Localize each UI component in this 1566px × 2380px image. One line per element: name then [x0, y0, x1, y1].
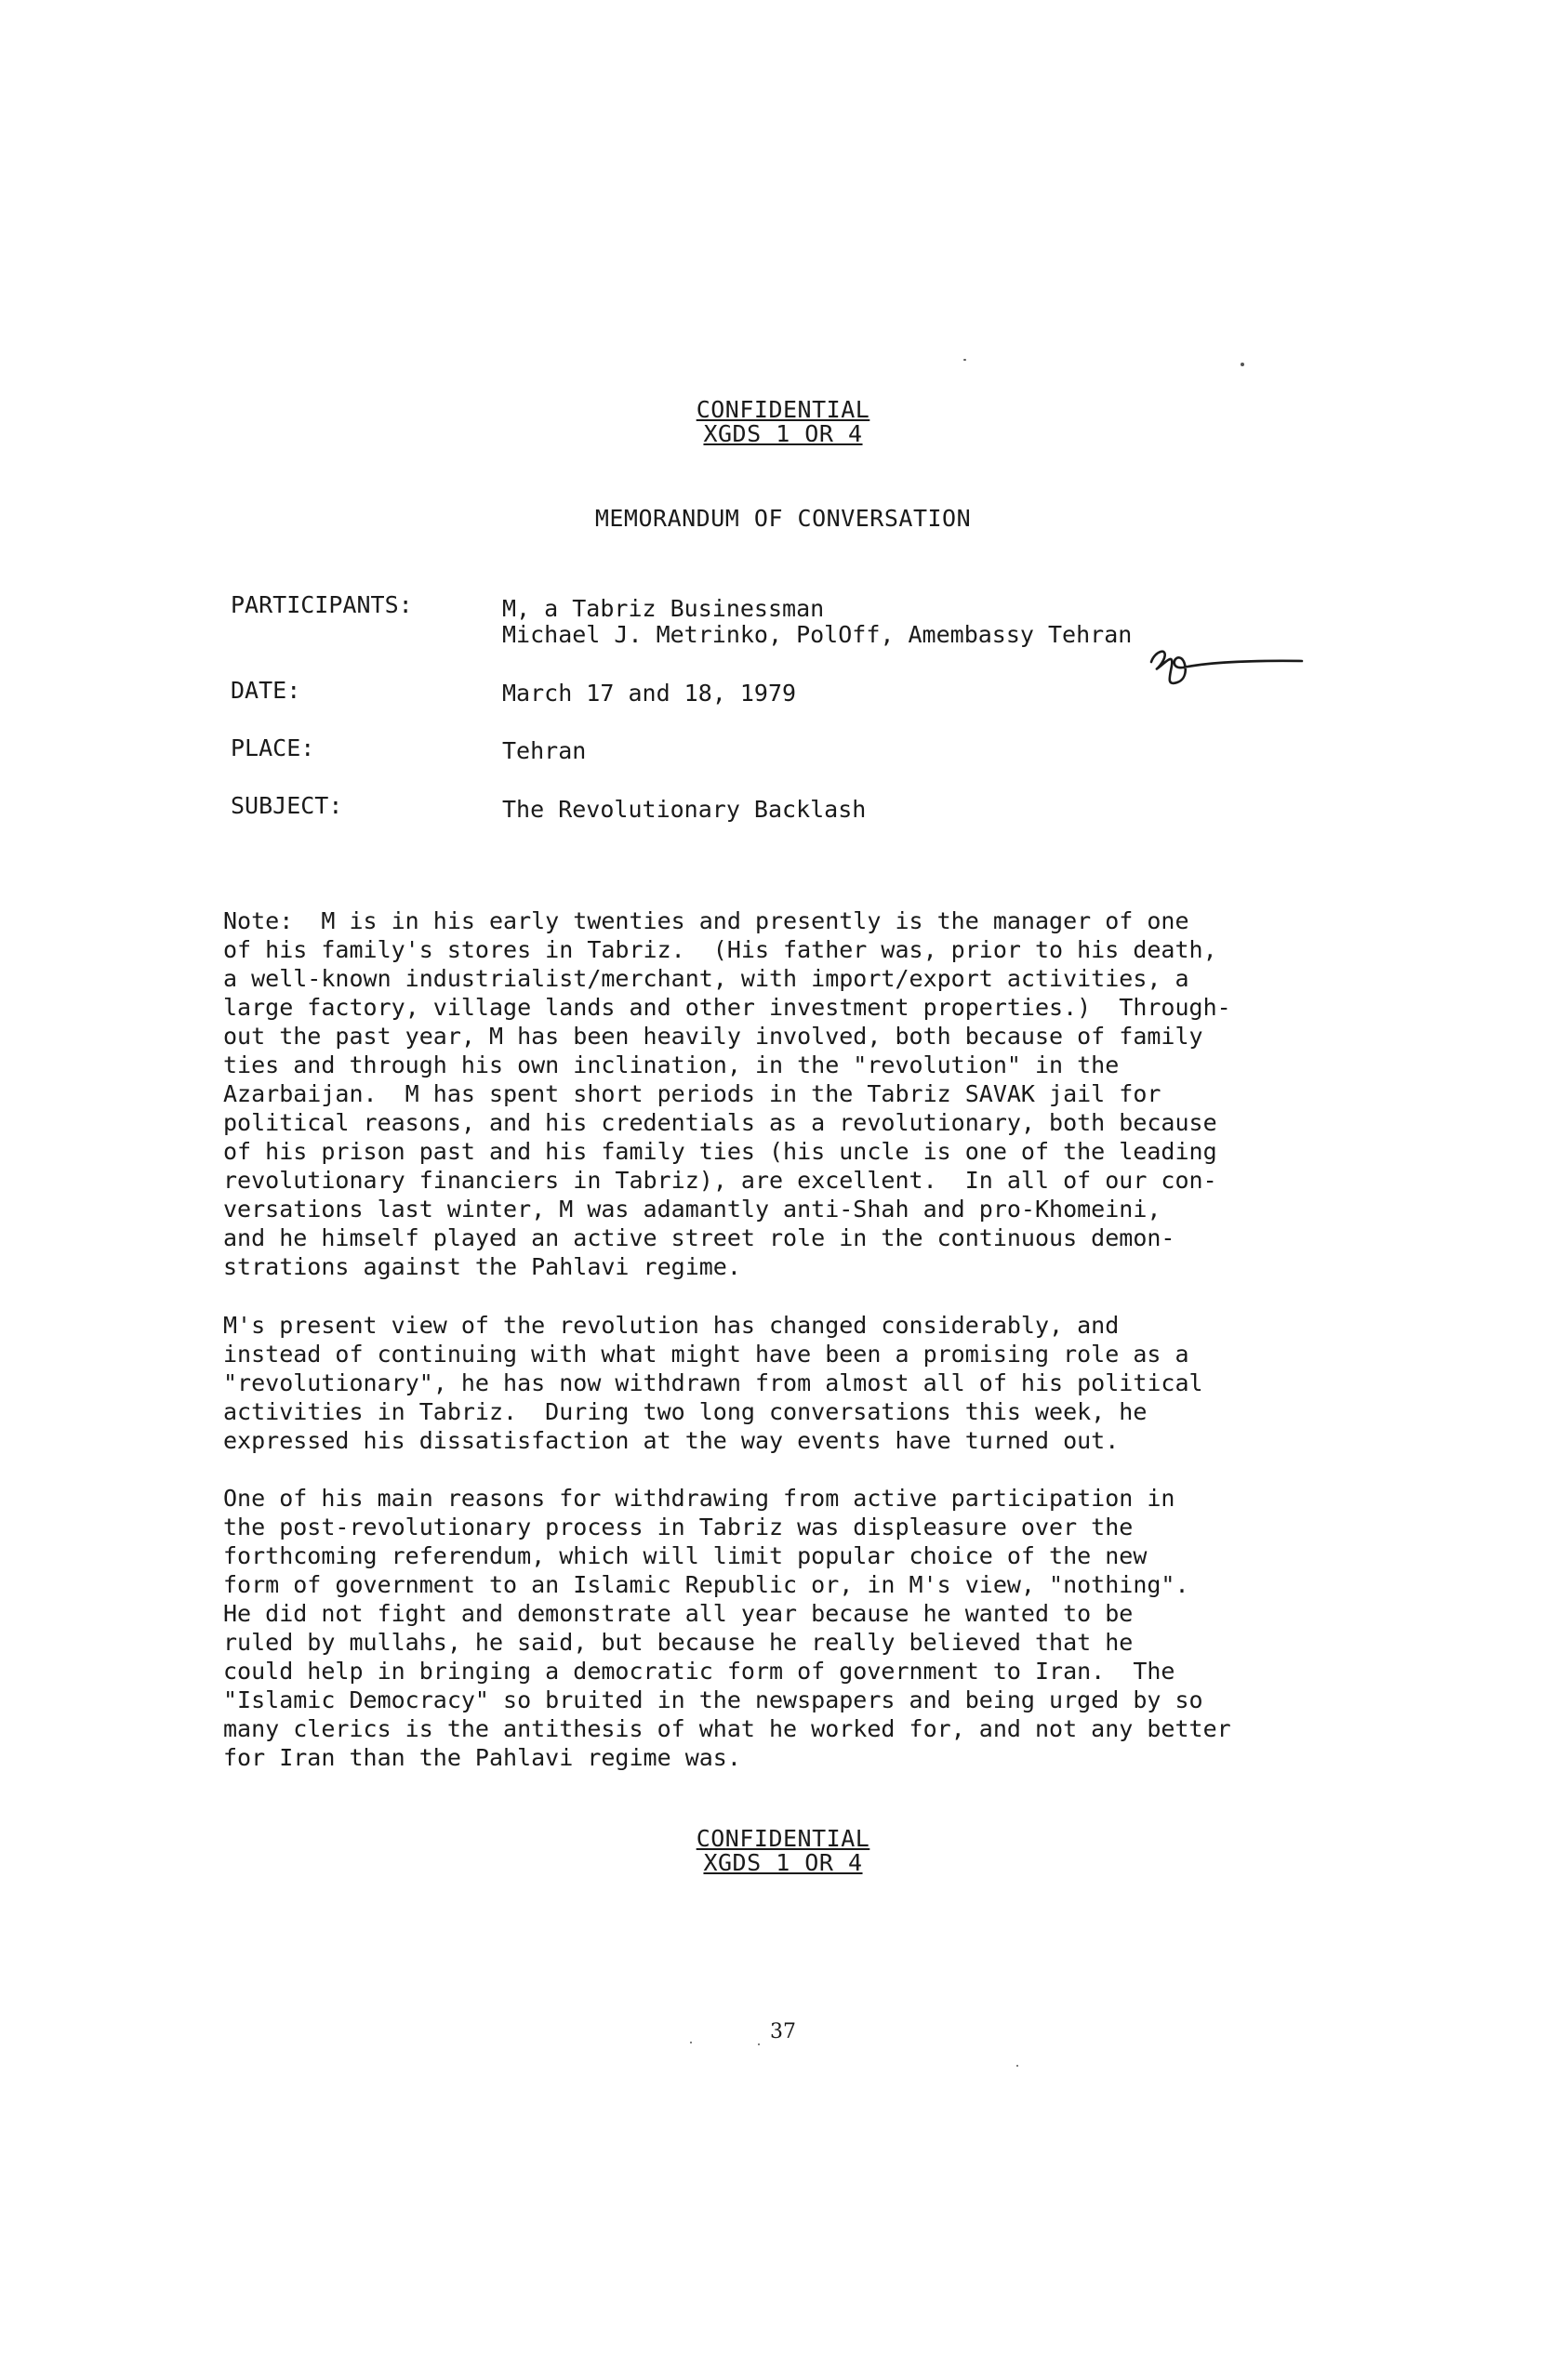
place-value: Tehran	[502, 737, 587, 764]
memo-title: MEMORANDUM OF CONVERSATION	[594, 505, 972, 532]
scan-speck	[1016, 2065, 1018, 2067]
declassification-label: XGDS 1 OR 4	[703, 1849, 863, 1876]
scan-speck	[963, 359, 966, 361]
declassification-label: XGDS 1 OR 4	[703, 420, 863, 447]
scan-speck	[758, 2043, 760, 2045]
date-label: DATE:	[231, 677, 301, 704]
header-classification	[0, 398, 1566, 446]
page-number: 37	[770, 2020, 796, 2043]
subject-label: SUBJECT:	[231, 792, 343, 819]
subject-value: The Revolutionary Backlash	[502, 796, 867, 823]
date-value: March 17 and 18, 1979	[502, 680, 797, 707]
body-paragraph-note: Note: M is in his early twenties and presently is the manager of one of his family's stores in Tabriz. (His father was, prior to his death, a well-known industrialist/merchant, with import/export activities, a large factory, village lands and other investment properties.) Through- out the past year, M has been heavily involved, both because of family ties and through his own inclination, in the "revolution" in the Azarbaijan. M has spent short periods in the Tabriz SAVAK jail for political reasons, and his credentials as a revolutionary, both because of his prison past and his family ties (his uncle is one of the leading revolutionary financiers in Tabriz), are excellent. In all of our con- versations last winter, M was adamantly anti-Shah and pro-Khomeini, and he himself played an active street role in the continuous demon- strations against the Pahlavi regime.	[223, 907, 1231, 1280]
classification-label: CONFIDENTIAL	[696, 396, 870, 423]
place-label: PLACE:	[231, 734, 315, 761]
body-paragraph-view: M's present view of the revolution has changed considerably, and instead of continuing with what might have been a promising role as a "revolutionary", he has now withdrawn from almost all of his political activities in Tabriz. During two long conversations this week, he expressed his dissatisfaction at the way events have turned out.	[223, 1312, 1203, 1454]
body-paragraph-reasons: One of his main reasons for withdrawing from active participation in the post-revolutionary process in Tabriz was displeasure over the forthcoming referendum, which will limit popular choice of the new form of government to an Islamic Republic or, in M's view, "nothing". He did not fight and demonstrate all year because he wanted to be ruled by mullahs, he said, but because he really believed that he could help in bringing a democratic form of government to Iran. The "Islamic Democracy" so bruited in the newspapers and being urged by so many clerics is the antithesis of what he worked for, and not any better for Iran than the Pahlavi regime was.	[223, 1485, 1231, 1771]
participant-2: Michael J. Metrinko, PolOff, Amembassy Tehran	[502, 621, 1133, 648]
footer-classification	[0, 1827, 1566, 1875]
handwritten-initials-icon	[1146, 630, 1304, 692]
participants-label: PARTICIPANTS:	[231, 591, 413, 618]
scan-speck	[1241, 363, 1244, 366]
classification-label: CONFIDENTIAL	[696, 1825, 870, 1852]
participant-1: M, a Tabriz Businessman	[502, 595, 825, 622]
